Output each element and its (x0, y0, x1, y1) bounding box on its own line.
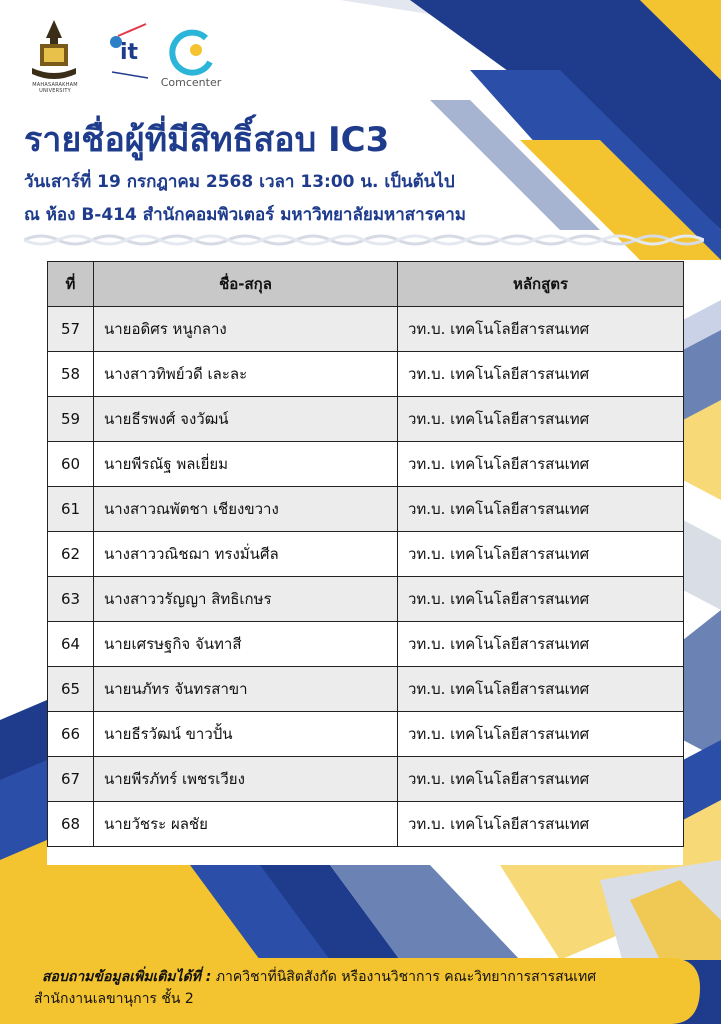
row-name: นางสาววณิชฌา ทรงมั่นศีล (94, 532, 398, 577)
row-course: วท.บ. เทคโนโลยีสารสนเทศ (398, 487, 684, 532)
table-row (48, 532, 684, 577)
table-row (48, 397, 684, 442)
row-course: วท.บ. เทคโนโลยีสารสนเทศ (398, 622, 684, 667)
row-course: วท.บ. เทคโนโลยีสารสนเทศ (398, 757, 684, 802)
table-row (48, 307, 684, 352)
row-number: 64 (48, 622, 94, 667)
row-name: นายพีรณัฐ พลเยี่ยม (94, 442, 398, 487)
table-row (48, 667, 684, 712)
exam-date-line: วันเสาร์ที่ 19 กรกฎาคม 2568 เวลา 13:00 น. เป็นต้นไป (24, 172, 455, 192)
row-number: 60 (48, 442, 94, 487)
comcenter-logo-text: Comcenter (160, 76, 222, 89)
comcenter-logo-icon (158, 24, 228, 84)
row-name: นายอดิศร หนูกลาง (94, 307, 398, 352)
row-number: 62 (48, 532, 94, 577)
university-caption: MAHASARAKHAM UNIVERSITY (32, 82, 78, 94)
row-name: นายวัชระ ผลชัย (94, 802, 398, 847)
row-name: นายเศรษฐกิจ จันทาสี (94, 622, 398, 667)
row-course: วท.บ. เทคโนโลยีสารสนเทศ (398, 532, 684, 577)
table-row (48, 622, 684, 667)
table-row (48, 577, 684, 622)
table-row (48, 487, 684, 532)
contact-line-1: ภาควิชาที่นิสิตสังกัด หรืองานวิชาการ คณะวิทยาการสารสนเทศ (211, 969, 597, 985)
row-number: 63 (48, 577, 94, 622)
table-row (48, 802, 684, 847)
row-name: นายธีรวัฒน์ ขาวปั้น (94, 712, 398, 757)
table-header-row (48, 262, 684, 307)
row-number: 57 (48, 307, 94, 352)
row-name: นายพีรภัทร์ เพชรเวียง (94, 757, 398, 802)
row-name: นางสาวทิพย์วดี เละละ (94, 352, 398, 397)
row-course: วท.บ. เทคโนโลยีสารสนเทศ (398, 712, 684, 757)
row-course: วท.บ. เทคโนโลยีสารสนเทศ (398, 397, 684, 442)
row-course: วท.บ. เทคโนโลยีสารสนเทศ (398, 307, 684, 352)
row-number: 67 (48, 757, 94, 802)
contact-line-2: สำนักงานเลขานุการ ชั้น 2 (34, 991, 194, 1007)
table-row (48, 442, 684, 487)
table-row (48, 757, 684, 802)
table-body (48, 307, 684, 847)
it-logo-text: it (120, 40, 139, 65)
row-name: นายธีรพงศ์ จงวัฒน์ (94, 397, 398, 442)
row-course: วท.บ. เทคโนโลยีสารสนเทศ (398, 667, 684, 712)
row-number: 65 (48, 667, 94, 712)
row-course: วท.บ. เทคโนโลยีสารสนเทศ (398, 352, 684, 397)
contact-info (34, 966, 682, 1007)
row-name: นางสาววรัญญา สิทธิเกษร (94, 577, 398, 622)
column-header-number: ที่ (48, 262, 94, 307)
table-row (48, 712, 684, 757)
university-seal-icon (28, 18, 80, 88)
column-header-name: ชื่อ-สกุล (94, 262, 398, 307)
row-number: 59 (48, 397, 94, 442)
exam-location-line: ณ ห้อง B-414 สำนักคอมพิวเตอร์ มหาวิทยาลัยมหาสารคาม (24, 205, 466, 225)
row-course: วท.บ. เทคโนโลยีสารสนเทศ (398, 577, 684, 622)
row-name: นายนภัทร จันทรสาขา (94, 667, 398, 712)
row-number: 66 (48, 712, 94, 757)
row-number: 58 (48, 352, 94, 397)
row-course: วท.บ. เทคโนโลยีสารสนเทศ (398, 442, 684, 487)
contact-lead: สอบถามข้อมูลเพิ่มเติมได้ที่ : (42, 969, 212, 985)
column-header-course: หลักสูตร (398, 262, 684, 307)
page-title: รายชื่อผู้ที่มีสิทธิ์สอบ IC3 (24, 120, 390, 160)
row-number: 68 (48, 802, 94, 847)
candidate-table (47, 261, 684, 847)
decorative-divider (24, 232, 704, 248)
table-row (48, 352, 684, 397)
row-name: นางสาวณพัตชา เชียงขวาง (94, 487, 398, 532)
row-number: 61 (48, 487, 94, 532)
row-course: วท.บ. เทคโนโลยีสารสนเทศ (398, 802, 684, 847)
